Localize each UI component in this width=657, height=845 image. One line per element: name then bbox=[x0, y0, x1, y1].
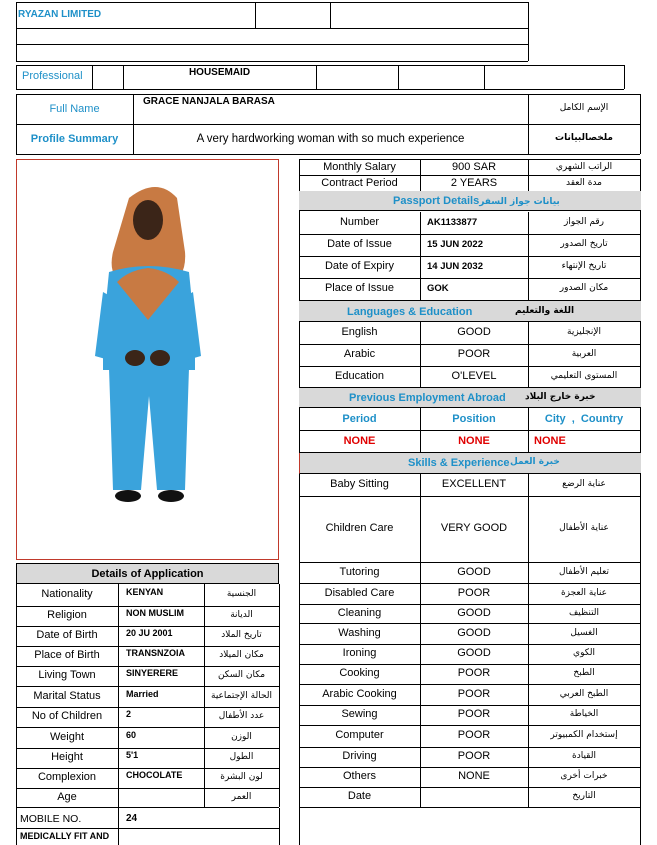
application-value: TRANSNZOIA bbox=[126, 648, 185, 658]
grid-line bbox=[420, 234, 421, 256]
medical-label: MEDICALLY FIT AND bbox=[20, 831, 110, 841]
skills-value: POOR bbox=[457, 587, 491, 599]
photo-frame bbox=[16, 159, 279, 560]
grid-line bbox=[16, 748, 279, 749]
grid-line bbox=[299, 747, 640, 748]
passport-title: Passport Details bbox=[393, 195, 480, 207]
application-label: Place of Birth bbox=[34, 649, 100, 661]
grid-line bbox=[279, 748, 280, 768]
skills-value: GOOD bbox=[457, 647, 491, 659]
passport-ar: رقم الجواز bbox=[563, 217, 605, 227]
grid-line bbox=[299, 604, 640, 605]
period-ar: مدة العقد bbox=[566, 178, 602, 188]
grid-line bbox=[118, 666, 119, 686]
skills-value: POOR bbox=[457, 729, 491, 741]
grid-line bbox=[299, 278, 640, 279]
skills-label: Computer bbox=[335, 729, 384, 741]
grid-line bbox=[299, 664, 640, 665]
languages-label: English bbox=[341, 326, 378, 338]
grid-line bbox=[299, 256, 640, 257]
skills-label: Driving bbox=[342, 750, 377, 762]
employment-period-value: NONE bbox=[343, 435, 376, 447]
application-ar: لون البشرة bbox=[220, 772, 263, 782]
application-value: SINYERERE bbox=[126, 668, 179, 678]
grid-line bbox=[420, 256, 421, 278]
grid-line bbox=[16, 807, 279, 808]
languages-ar: المستوى التعليمي bbox=[550, 371, 618, 381]
grid-line bbox=[279, 606, 280, 626]
languages-label: Education bbox=[335, 370, 384, 382]
languages-title-ar: اللغة والتعليم bbox=[515, 306, 575, 316]
skills-band bbox=[299, 453, 641, 474]
application-value: Married bbox=[126, 689, 159, 699]
skills-label: Arabic Cooking bbox=[322, 688, 397, 700]
application-label: Weight bbox=[49, 731, 85, 743]
skills-label: Disabled Care bbox=[324, 587, 395, 599]
skills-ar: الخياطة bbox=[569, 709, 599, 719]
skills-label: Ironing bbox=[342, 647, 377, 659]
grid-line bbox=[299, 623, 640, 624]
grid-line bbox=[279, 626, 280, 646]
application-band bbox=[16, 563, 279, 584]
grid-line bbox=[299, 366, 640, 367]
skills-label: Cooking bbox=[339, 667, 380, 679]
application-value: 20 JU 2001 bbox=[126, 628, 173, 638]
grid-line bbox=[299, 725, 640, 726]
application-value: 5'1 bbox=[126, 750, 139, 760]
grid-line bbox=[299, 234, 640, 235]
grid-line bbox=[118, 646, 119, 666]
application-title: Details of Application bbox=[91, 568, 204, 580]
grid-line bbox=[420, 212, 421, 234]
employment-header-period: Period bbox=[342, 413, 377, 425]
grid-line bbox=[299, 705, 640, 706]
application-ar: الديانة bbox=[230, 610, 253, 620]
grid-line bbox=[279, 646, 280, 666]
grid-line bbox=[118, 788, 119, 807]
passport-ar: مكان الصدور bbox=[559, 283, 609, 293]
application-value: NON MUSLIM bbox=[126, 608, 184, 618]
grid-line bbox=[299, 807, 640, 808]
application-label: Height bbox=[51, 751, 83, 763]
grid-line bbox=[118, 748, 119, 768]
grid-line bbox=[279, 788, 280, 807]
grid-line bbox=[118, 727, 119, 748]
grid-line bbox=[299, 496, 640, 497]
grid-line bbox=[118, 686, 119, 707]
grid-line bbox=[299, 787, 640, 788]
passport-band bbox=[299, 191, 641, 211]
passport-value: GOK bbox=[427, 283, 449, 294]
grid-line bbox=[118, 626, 119, 646]
skills-label: Sewing bbox=[341, 708, 378, 720]
skills-value: NONE bbox=[458, 770, 490, 782]
skills-label: Children Care bbox=[325, 522, 394, 534]
grid-line bbox=[299, 644, 640, 645]
salary-ar: الراتب الشهري bbox=[555, 162, 613, 172]
application-ar: عدد الأطفال bbox=[218, 711, 265, 721]
company-name: RYAZAN LIMITED bbox=[18, 9, 102, 20]
position-value: HOUSEMAID bbox=[188, 67, 251, 78]
application-label: Living Town bbox=[38, 669, 96, 681]
grid-line bbox=[299, 767, 640, 768]
grid-line bbox=[279, 584, 280, 606]
application-label: Date of Birth bbox=[36, 629, 98, 641]
application-ar: العمر bbox=[231, 792, 252, 802]
employment-position-value: NONE bbox=[458, 435, 490, 447]
skills-label: Tutoring bbox=[339, 566, 380, 578]
grid-line bbox=[299, 684, 640, 685]
skills-ar: الطبخ bbox=[573, 668, 595, 678]
grid-line bbox=[16, 727, 279, 728]
grid-line bbox=[420, 278, 421, 300]
grid-line bbox=[279, 666, 280, 686]
languages-ar: العربية bbox=[571, 349, 597, 359]
passport-value: AK1133877 bbox=[427, 217, 478, 228]
skills-ar: الطبخ العربي bbox=[559, 689, 609, 699]
grid-line bbox=[420, 787, 421, 807]
passport-title-ar: بيانات جواز السفر bbox=[479, 197, 560, 207]
grid-line bbox=[279, 768, 280, 788]
skills-title: Skills & Experience bbox=[408, 457, 510, 469]
languages-title: Languages & Education bbox=[347, 306, 473, 318]
application-ar: تاريخ الملاد bbox=[221, 630, 262, 640]
period-value: 2 YEARS bbox=[450, 177, 498, 189]
profile-summary-value: A very hardworking woman with so much experience bbox=[196, 133, 465, 145]
skills-value: GOOD bbox=[457, 566, 491, 578]
skills-ar: التنظيف bbox=[568, 608, 600, 618]
passport-label: Date of Expiry bbox=[324, 260, 395, 272]
skills-value: POOR bbox=[457, 667, 491, 679]
application-ar: الحالة الإجتماعية bbox=[211, 691, 272, 701]
languages-band bbox=[299, 300, 641, 322]
grid-line bbox=[299, 562, 640, 563]
full-name-value: GRACE NANJALA BARASA bbox=[143, 96, 275, 107]
application-ar: الطول bbox=[229, 752, 254, 762]
skills-label: Baby Sitting bbox=[330, 478, 389, 490]
salary-value: 900 SAR bbox=[451, 161, 497, 173]
grid-line bbox=[16, 768, 279, 769]
application-ar: مكان السكن bbox=[217, 670, 266, 680]
skills-ar: عناية العجزة bbox=[560, 588, 608, 598]
skills-ar: تعليم الأطفال bbox=[558, 567, 610, 577]
skills-ar: خبرات أخرى bbox=[560, 771, 608, 781]
profile-summary-ar: ملخصالبيانات bbox=[555, 133, 613, 143]
skills-ar: الكوي bbox=[573, 648, 595, 658]
skills-ar: إستخدام الكمبيوتر bbox=[550, 730, 618, 740]
grid-line bbox=[299, 583, 640, 584]
languages-label: Arabic bbox=[343, 348, 376, 360]
passport-ar: تاريخ الإنتهاء bbox=[561, 261, 607, 271]
skills-label: Date bbox=[347, 790, 372, 802]
application-label: Marital Status bbox=[33, 690, 101, 702]
grid-line bbox=[279, 707, 280, 727]
profile-summary-label: Profile Summary bbox=[30, 133, 119, 145]
grid-line bbox=[118, 584, 119, 606]
passport-label: Place of Issue bbox=[324, 282, 395, 294]
application-label: Nationality bbox=[41, 588, 93, 600]
skills-ar: عناية الأطفال bbox=[559, 523, 609, 533]
grid-line bbox=[118, 606, 119, 626]
application-label: Religion bbox=[47, 609, 87, 621]
application-value: 2 bbox=[126, 709, 132, 719]
grid-line bbox=[16, 606, 279, 607]
skills-value: EXCELLENT bbox=[441, 478, 507, 490]
full-name-ar: الإسم الكامل bbox=[559, 103, 609, 113]
application-value: CHOCOLATE bbox=[126, 770, 183, 780]
skills-ar: التاريخ bbox=[572, 791, 596, 801]
candidate-photo bbox=[17, 160, 278, 559]
application-label: Complexion bbox=[37, 771, 97, 783]
application-ar: مكان الميلاد bbox=[219, 650, 264, 660]
skills-ar: الغسيل bbox=[570, 628, 598, 638]
skills-value: GOOD bbox=[457, 627, 491, 639]
passport-ar: تاريخ الصدور bbox=[560, 239, 608, 249]
grid-line bbox=[118, 707, 119, 727]
skills-label: Washing bbox=[338, 627, 381, 639]
languages-value: GOOD bbox=[457, 326, 491, 338]
employment-header-position: Position bbox=[452, 413, 496, 425]
grid-line bbox=[16, 788, 279, 789]
skills-value: VERY GOOD bbox=[440, 522, 508, 534]
skills-label: Others bbox=[342, 770, 376, 782]
salary-label: Monthly Salary bbox=[323, 161, 396, 173]
application-ar: الوزن bbox=[231, 732, 252, 742]
skills-title-ar: خبرة العمل bbox=[510, 457, 560, 467]
grid-line bbox=[299, 344, 640, 345]
mobile-value: 24 bbox=[126, 813, 138, 824]
employment-title: Previous Employment Abroad bbox=[349, 392, 506, 404]
languages-value: O'LEVEL bbox=[451, 370, 497, 382]
grid-line bbox=[279, 686, 280, 707]
skills-value: POOR bbox=[457, 708, 491, 720]
grid-line bbox=[16, 686, 279, 687]
skills-value: GOOD bbox=[457, 607, 491, 619]
grid-line bbox=[279, 727, 280, 748]
application-label: Age bbox=[57, 791, 77, 803]
application-value: KENYAN bbox=[126, 587, 164, 597]
grid-line bbox=[118, 768, 119, 788]
passport-value: 15 JUN 2022 bbox=[427, 239, 483, 250]
grid-line bbox=[16, 626, 279, 627]
employment-header-city-country: City , Country bbox=[544, 413, 624, 425]
languages-ar: الإنجليزية bbox=[567, 327, 601, 337]
grid-line bbox=[16, 707, 279, 708]
employment-title-ar: خبرة خارج البلاد bbox=[525, 392, 596, 402]
period-label: Contract Period bbox=[321, 177, 398, 189]
passport-value: 14 JUN 2032 bbox=[427, 261, 483, 272]
languages-value: POOR bbox=[457, 348, 491, 360]
application-ar: الجنسية bbox=[226, 589, 257, 599]
skills-label: Cleaning bbox=[337, 607, 382, 619]
grid-line bbox=[16, 646, 279, 647]
skills-value: POOR bbox=[457, 688, 491, 700]
professional-label: Professional bbox=[22, 70, 83, 82]
application-label: No of Children bbox=[31, 710, 103, 722]
skills-ar: القيادة bbox=[572, 751, 596, 761]
skills-value: POOR bbox=[457, 750, 491, 762]
passport-label: Date of Issue bbox=[327, 238, 392, 250]
mobile-label: MOBILE NO. bbox=[20, 813, 82, 825]
employment-city-value: NONE bbox=[534, 435, 566, 447]
grid-line bbox=[16, 666, 279, 667]
employment-band bbox=[299, 387, 641, 408]
full-name-label: Full Name bbox=[49, 103, 100, 115]
skills-ar: عناية الرضع bbox=[562, 479, 606, 489]
application-value: 60 bbox=[126, 730, 137, 740]
passport-label: Number bbox=[339, 216, 380, 228]
